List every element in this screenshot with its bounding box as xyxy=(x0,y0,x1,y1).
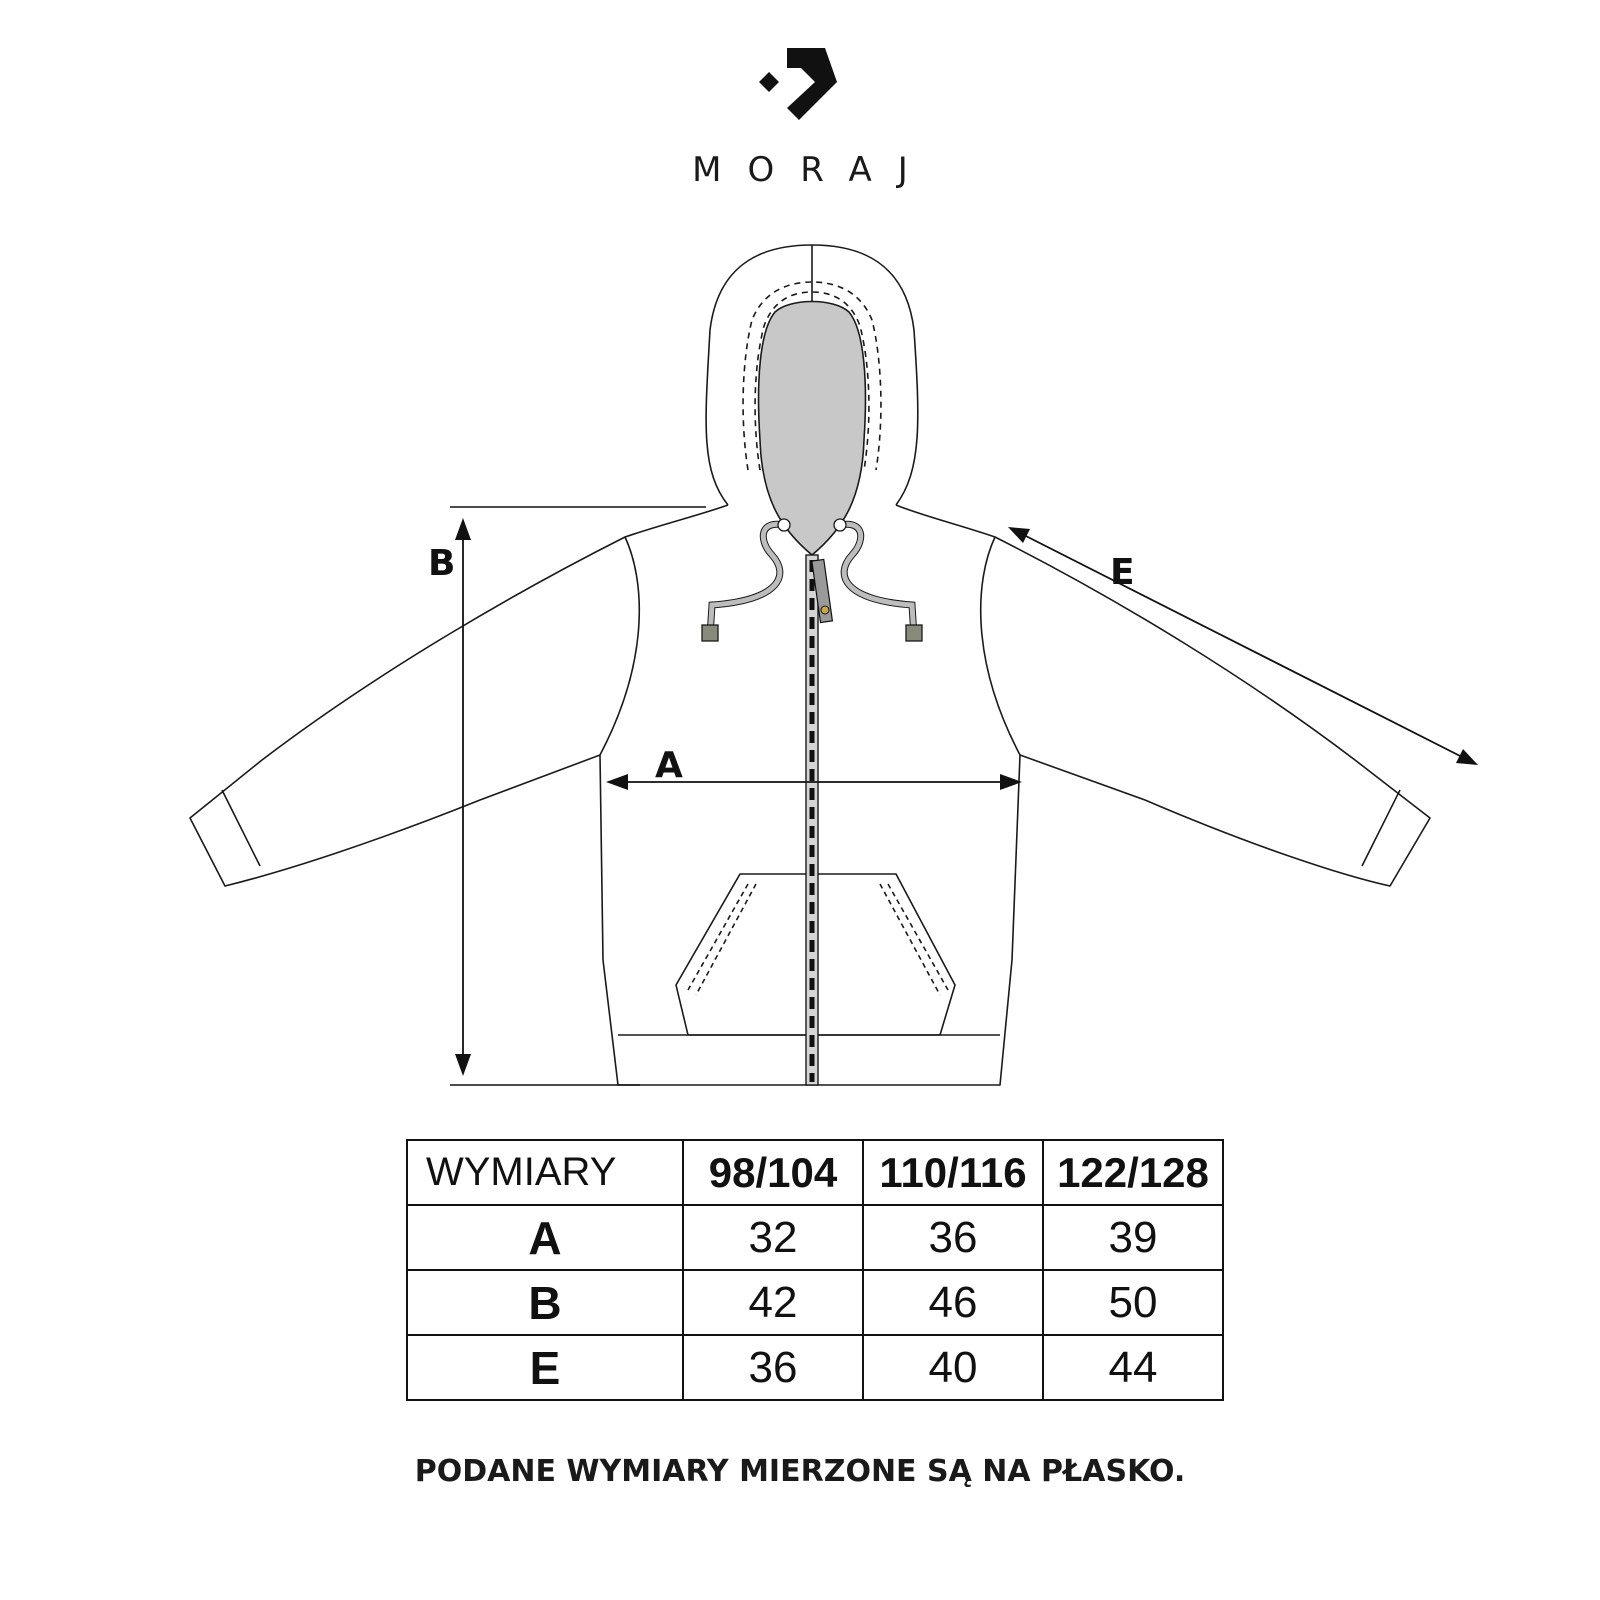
table-cell: 42 xyxy=(683,1270,863,1335)
table-row xyxy=(407,1270,1223,1335)
hood-lining xyxy=(759,302,866,556)
table-cell: 50 xyxy=(1043,1270,1223,1335)
label-b: B xyxy=(428,543,456,584)
label-a: A xyxy=(655,745,683,786)
measurement-note: PODANE WYMIARY MIERZONE SĄ NA PŁASKO. xyxy=(414,1454,1186,1489)
row-label: A xyxy=(407,1205,683,1270)
size-header: 110/116 xyxy=(863,1140,1043,1205)
table-cell: 36 xyxy=(683,1335,863,1400)
table-header-row xyxy=(407,1140,1223,1205)
size-header: 122/128 xyxy=(1043,1140,1223,1205)
row-label: E xyxy=(407,1335,683,1400)
table-cell: 36 xyxy=(863,1205,1043,1270)
table-cell: 39 xyxy=(1043,1205,1223,1270)
zipper xyxy=(806,555,832,1085)
size-table xyxy=(406,1139,1224,1401)
table-header-label: WYMIARY xyxy=(407,1140,683,1205)
brand-name: MORAJ xyxy=(692,150,934,190)
row-label: B xyxy=(407,1270,683,1335)
table-row xyxy=(407,1205,1223,1270)
table-cell: 32 xyxy=(683,1205,863,1270)
table-cell: 44 xyxy=(1043,1335,1223,1400)
table-cell: 46 xyxy=(863,1270,1043,1335)
table-cell: 40 xyxy=(863,1335,1043,1400)
table-row xyxy=(407,1335,1223,1400)
label-e: E xyxy=(1110,552,1135,593)
size-header: 98/104 xyxy=(683,1140,863,1205)
